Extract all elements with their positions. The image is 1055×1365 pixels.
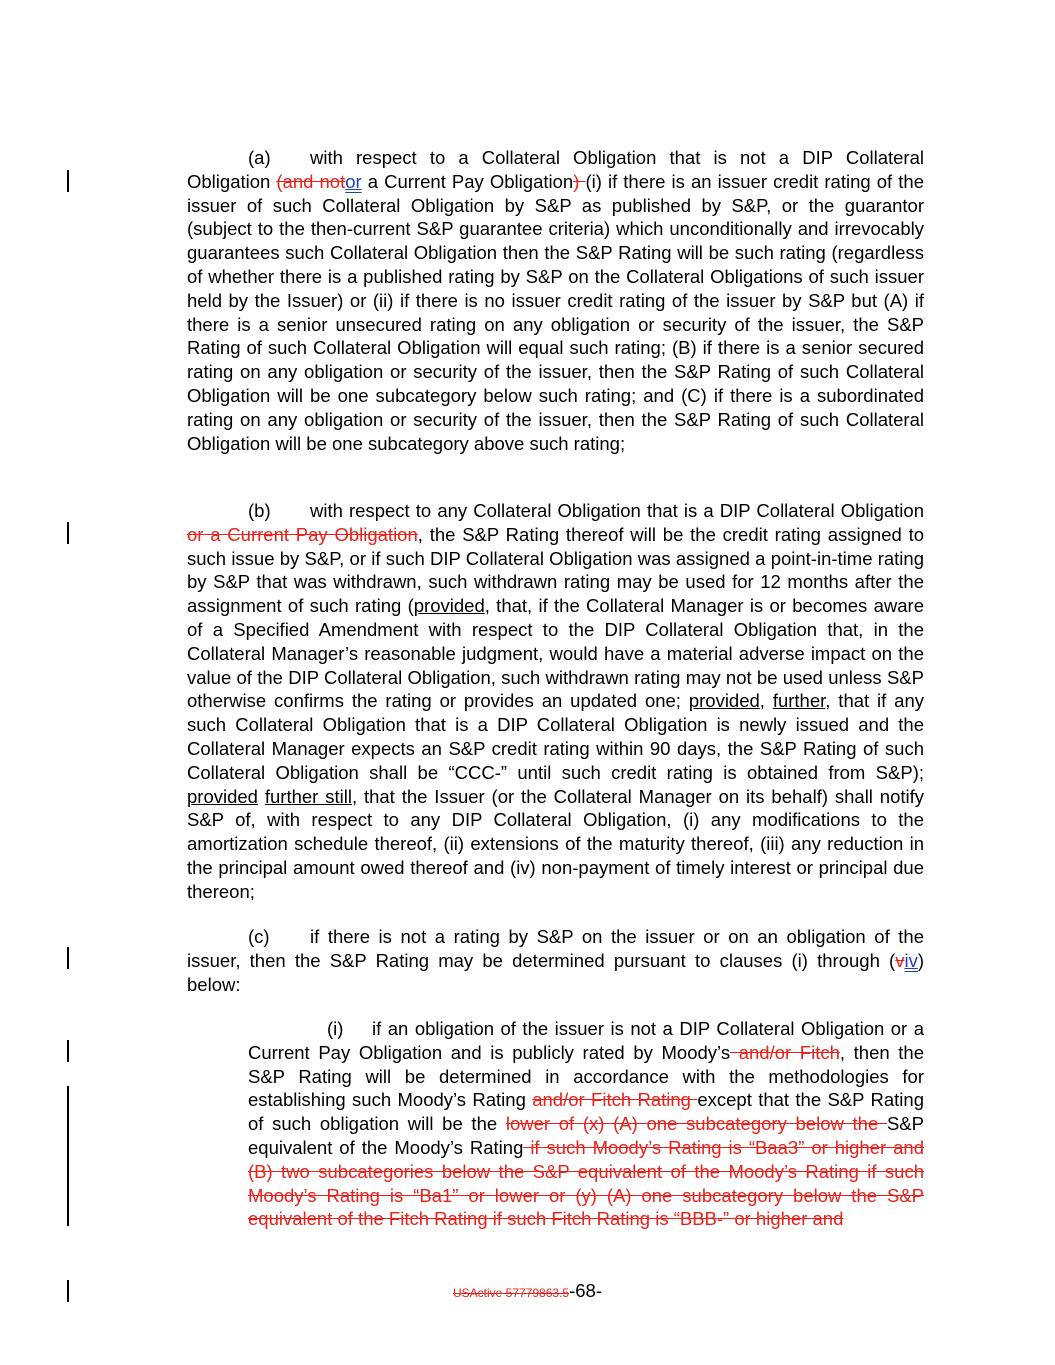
revision-bar <box>67 947 69 969</box>
clause-label: (a) <box>248 147 271 168</box>
deleted-text: (and not <box>276 170 346 192</box>
paragraph-a <box>187 146 924 455</box>
deleted-text: and/or Fitch Rating <box>532 1089 698 1111</box>
deleted-text: if such Moody’s Rating is “Baa3” or higher and (B) two subcategories below the S&P equivalent of the Moody’s Rating if such Moody’s Rating is “Ba1” or lower or (y) (A) one subcategory below the S&P equivalent of the Fitch Rating if such Fitch Rating is “BBB-” or higher and <box>248 1136 924 1230</box>
body-text: , then the S&P Rating will be determined in accordance with the methodologies for establishing such Moody’s Rating <box>248 1041 925 1111</box>
doc-id: USActive 57779863.5 <box>453 1286 570 1300</box>
underlined-term: further still <box>264 785 352 807</box>
underlined-term: provided <box>688 690 760 712</box>
paragraph-c <box>187 925 924 996</box>
body-text: if there is not a rating by S&P on the issuer or on an obligation of the issuer, then the S&P Rating may be determined pursuant to clauses (i) through ( <box>187 926 924 971</box>
body-text: ) below: <box>187 949 924 995</box>
body-text: , that, if the Collateral Manager is or becomes aware of a Specified Amendment with respect to the DIP Collateral Obligation that, in the Collateral Manager’s reasonable judgment, would have a material adverse impact on the value of the DIP Collateral Obligation, such withdrawn rating may not be used unless S&P otherwise confirms the rating or provides an updated one; <box>187 595 924 712</box>
body-text: , <box>759 690 773 712</box>
revision-bar <box>67 522 69 544</box>
page-footer <box>0 1280 1055 1302</box>
body-text: S&P equivalent of the Moody’s Rating <box>248 1113 924 1158</box>
body-text: , that if any such Collateral Obligation that is a DIP Collateral Obligation is newly issued and the Collateral Manager expects an S&P credit rating within 90 days, the S&P Rating of such Collateral Obligation shall be “CCC-” until such credit rating is obtained from S&P); <box>187 690 924 783</box>
revision-bar <box>67 1040 69 1062</box>
body-text: with respect to a Collateral Obligation that is not a DIP Collateral Obligation <box>187 147 924 192</box>
revision-bar <box>67 1086 69 1226</box>
body-text: , that the Issuer (or the Collateral Manager on its behalf) shall notify S&P of, with respect to any DIP Collateral Obligation, (i) any modifications to the amortization schedule thereof, (ii) extensions of the maturity thereof, (iii) any reduction in the principal amount owed thereof and (iv) non-payment of timely interest or principal due thereon; <box>187 785 925 902</box>
clause-label: (b) <box>248 500 271 521</box>
body-text: with respect to any Collateral Obligation that is a DIP Collateral Obligation <box>310 500 924 521</box>
clause-label: (i) <box>327 1018 344 1039</box>
deleted-text: and/or Fitch <box>730 1041 840 1063</box>
paragraph-c-i <box>248 1017 924 1231</box>
underlined-term: further <box>772 690 826 712</box>
deleted-text: lower of (x) (A) one subcategory below the <box>505 1113 887 1135</box>
body-text: (i) if there is an issuer credit rating of the issuer of such Collateral Obligation by S&P as published by S&P, or the guarantor (subject to the then-current S&P guarantee criteria) which unconditionally and irrevocably guarantees such Collateral Obligation then the S&P Rating will be such rating (regardless of whether there is a published rating by S&P on the Collateral Obligations of such issuer held by the Issuer) or (ii) if there is no issuer credit rating of the issuer by S&P but (A) if there is a senior unsecured rating on any obligation or security of the issuer, the S&P Rating of such Collateral Obligation will equal such rating; (B) if there is a senior secured rating on any obligation or security of the issuer, then the S&P Rating of such Collateral Obligation will be one subcategory below such rating; and (C) if there is a subordinated rating on any obligation or security of the issuer, then the S&P Rating of such Collateral Obligation will be one subcategory above such rating; <box>187 170 924 454</box>
inserted-text: or <box>345 170 362 192</box>
underlined-term: provided <box>413 595 485 617</box>
deleted-text: v <box>895 949 905 971</box>
body-text: except that the S&P Rating of such obligation will be the <box>248 1089 924 1135</box>
clause-label: (c) <box>248 926 270 947</box>
page-number: -68- <box>569 1280 602 1301</box>
deleted-text: or a Current Pay Obligation <box>187 523 418 545</box>
body-text: , the S&P Rating thereof will be the credit rating assigned to such issue by S&P, or if such DIP Collateral Obligation was assigned a point-in-time rating by S&P that was withdrawn, such withdrawn rating may be used for 12 months after the assignment of such rating ( <box>187 523 925 617</box>
body-text <box>258 786 265 807</box>
underlined-term: provided <box>187 785 258 807</box>
body-text: a Current Pay Obligation <box>361 170 574 192</box>
body-text: if an obligation of the issuer is not a DIP Collateral Obligation or a Current Pay Obligation and is publicly rated by Moody’s <box>248 1018 924 1063</box>
revision-bar <box>67 170 69 192</box>
paragraph-b <box>187 499 924 904</box>
inserted-text: iv <box>904 949 918 971</box>
deleted-text: ) <box>573 170 586 192</box>
